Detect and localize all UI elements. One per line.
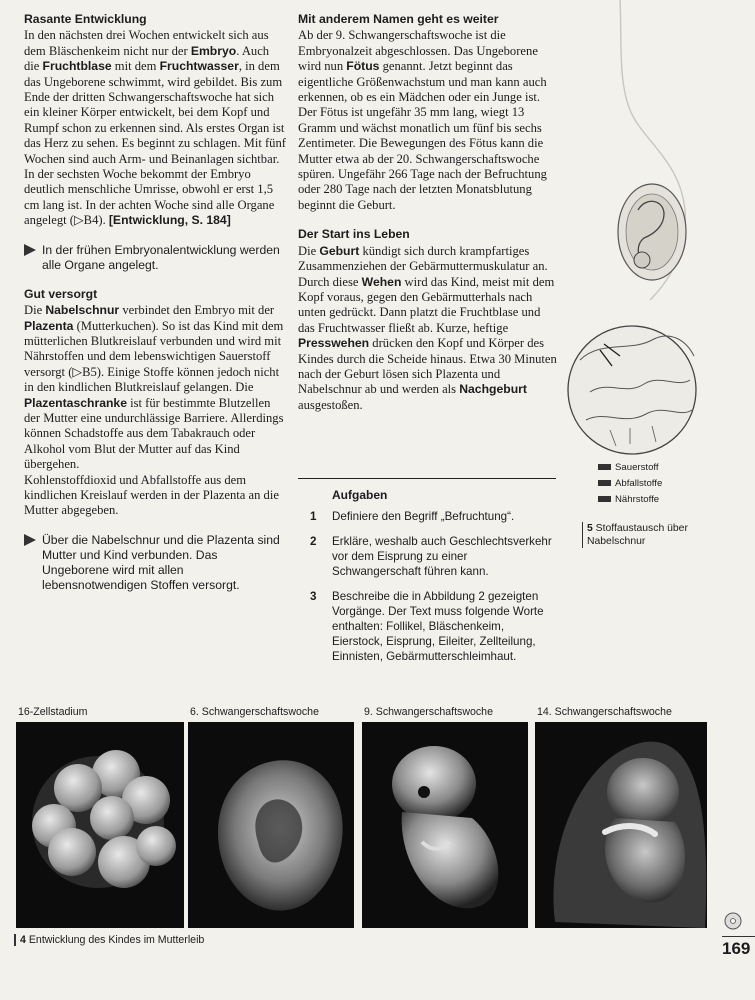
text-run: mit dem: [111, 59, 160, 74]
bold-term: Fruchtwasser: [159, 59, 239, 74]
legend-item-abfallstoffe: Abfallstoffe: [598, 476, 662, 492]
photo-woche-6: [188, 722, 354, 928]
figure4-caption-text: Entwicklung des Kindes im Mutterleib: [28, 934, 205, 946]
paragraph-gut-versorgt: [24, 303, 286, 472]
task-number: 1: [310, 510, 317, 523]
text-run: drücken den Kopf und Körper des Kindes durch die Scheide hinaus. Etwa 30 Minuten nach der Geburt lösen sich Plazenta und Nabelschnur ab und werden als: [298, 336, 557, 397]
bold-term: Presswehen: [298, 336, 370, 351]
summary-embryonal-text: In der frühen Embryonalentwicklung werden alle Organe angelegt.: [42, 242, 280, 272]
text-run: ist für bestimmte Blutzellen der Mutter eine undurchlässige Barriere. Allerdings können Schadstoffe aus dem Tabakrauch oder Alkohol vom Blut der Mutter auf das Kind übergehen.: [24, 395, 284, 472]
text-run: genannt. Jetzt beginnt das eigentliche Größenwachstum und man kann auch erkennen, ob es ein Mädchen oder ein Junge ist. Der Fötus ist ungefähr 35 mm lang, wiegt 13 Gramm und wächst monatlich um fünf bis sechs Zentimeter. Die Bewegungen des Fötus kann die Mutter etwa ab der 20. Schwangerschaftswoche spüren. Ungefähr 266 Tage nach der Befruchtung oder 280 Tage nach der letzten Monatsblutung beginnt die Geburt.: [298, 59, 547, 212]
figure5-caption-text: Stoffaustausch über Nabelschnur: [587, 523, 688, 547]
figure5-caption: [582, 522, 717, 548]
bold-term: Wehen: [361, 274, 402, 289]
figure5-number: 5: [587, 523, 593, 534]
summary-nabelschnur-text: Über die Nabelschnur und die Plazenta sind Mutter und Kind verbunden. Das Ungeborene wird mit allen lebensnotwendigen Stoffen versorgt.: [42, 532, 280, 592]
text-run: Ab der 9. Schwangerschaftswoche ist die Embryonalzeit abgeschlossen. Das Ungeborene wird nun: [298, 28, 538, 74]
heading-start-ins-leben: Der Start ins Leben: [298, 227, 410, 242]
summary-embryonal: [24, 243, 286, 273]
bold-term: Nabelschnur: [45, 303, 120, 318]
photo-label-woche-9: 9. Schwangerschaftswoche: [364, 706, 493, 718]
photo-woche-14: [535, 722, 707, 928]
bold-term: Embryo: [190, 43, 237, 58]
heading-rasante-entwicklung: Rasante Entwicklung: [24, 12, 147, 26]
text-run: wird das Kind, meist mit dem Kopf voraus, gegen den Gebärmutterhals nach unten gedrückt. Dann platzt die Fruchtblase und das Fruchtwasser fließt ab. Kurze, heftige: [298, 274, 555, 335]
photo-label-woche-14: 14. Schwangerschaftswoche: [537, 706, 672, 718]
text-run: . Auch die: [24, 43, 270, 74]
paragraph-foetus: [298, 28, 560, 213]
paragraph-geburt: [298, 244, 560, 413]
task-item: [298, 589, 556, 664]
summary-marker-icon: [24, 534, 36, 546]
summary-nabelschnur: [24, 533, 286, 593]
photo-label-woche-6: 6. Schwangerschaftswoche: [190, 706, 319, 718]
photo-label-16-zell: 16-Zellstadium: [18, 706, 88, 718]
text-run: ausgestoßen.: [298, 397, 363, 412]
tasks-box: [298, 478, 556, 674]
text-run: , in dem das Ungeborene schwimmt, wird gebildet. Bis zum Ende der dritten Schwangerschaftswoche hat sich ein kleiner Körper entwickelt, bei dem Kopf und Rumpf schon zu erkennen sind. Als erstes Organ ist das Herz zu sehen. Es beginnt zu schlagen. Mit fünf Wochen sind auch Arm- und Beinanlagen sichtbar. In der sechsten Woche bekommt der Embryo deutlich menschliche Umrisse, obwohl er erst 1,5 cm lang ist. In der achten Woche sind alle Organe angelegt (▷B4).: [24, 59, 286, 228]
task-item: [298, 509, 556, 524]
bold-term: Nachgeburt: [459, 382, 527, 397]
task-number: 2: [310, 535, 317, 548]
paragraph-kohlenstoffdioxid: Kohlenstoffdioxid und Abfallstoffe aus dem kindlichen Kreislauf werden in der Plazenta an die Mutter abgegeben.: [24, 472, 279, 518]
bold-term: Geburt: [319, 243, 360, 258]
text-run: In den nächsten drei Wochen entwickelt sich aus dem Bläschenkeim nicht nur der: [24, 28, 269, 58]
text-run: kündigt sich durch krampfartiges Zusammenziehen der Gebärmuttermuskulatur an. Durch diese: [298, 243, 548, 289]
task-text: Beschreibe die in Abbildung 2 gezeigten Vorgänge. Der Text muss folgende Worte enthalten: Follikel, Bläschenkeim, Eierstock, Eisprung, Eileiter, Zellteilung, Einnisten, Gebärmutterschleimhaut.: [332, 590, 544, 663]
figure4-caption: [14, 934, 204, 946]
page-number: 169: [722, 936, 755, 959]
paragraph-rasante-entwicklung: [24, 28, 286, 228]
bold-term: Plazenta: [24, 318, 74, 333]
text-run: Die: [24, 303, 46, 318]
text-run: verbindet den Embryo mit der: [119, 303, 275, 318]
cd-icon: [724, 912, 742, 930]
heading-gut-versorgt: Gut versorgt: [24, 286, 98, 301]
middle-column: [298, 12, 560, 413]
bold-term: Plazentaschranke: [24, 395, 127, 410]
legend-item-sauerstoff: Sauerstoff: [598, 460, 662, 476]
task-item: [298, 534, 556, 579]
legend-item-naehrstoffe: Nährstoffe: [598, 492, 662, 508]
task-number: 3: [310, 590, 317, 603]
figure5-legend: [598, 460, 662, 508]
bold-term: Fruchtblase: [42, 59, 112, 74]
bold-term: [Entwicklung, S. 184]: [108, 213, 231, 228]
tasks-heading: Aufgaben: [332, 488, 388, 502]
task-text: Erkläre, weshalb auch Geschlechtsverkehr vor dem Eisprung zu einer Schwangerschaft führen kann.: [332, 535, 552, 578]
photo-16-zellstadium: [16, 722, 184, 928]
figure4-number: 4: [20, 934, 26, 946]
summary-marker-icon: [24, 244, 36, 256]
left-column: [24, 12, 286, 593]
bold-term: Fötus: [346, 59, 380, 74]
text-run: (Mutterkuchen). So ist das Kind mit dem mütterlichen Blutkreislauf verbunden und wird mit Nährstoffen und dem lebenswichtigen Sauerstoff versorgt (▷B5). Einige Stoffe können jedoch nicht in den kindlichen Blutkreislauf gelangen. Die: [24, 318, 284, 395]
task-text: Definiere den Begriff „Befruchtung“.: [332, 510, 515, 523]
heading-anderer-name: Mit anderem Namen geht es weiter: [298, 12, 499, 26]
text-run: Die: [298, 243, 320, 258]
photo-woche-9: [362, 722, 528, 928]
